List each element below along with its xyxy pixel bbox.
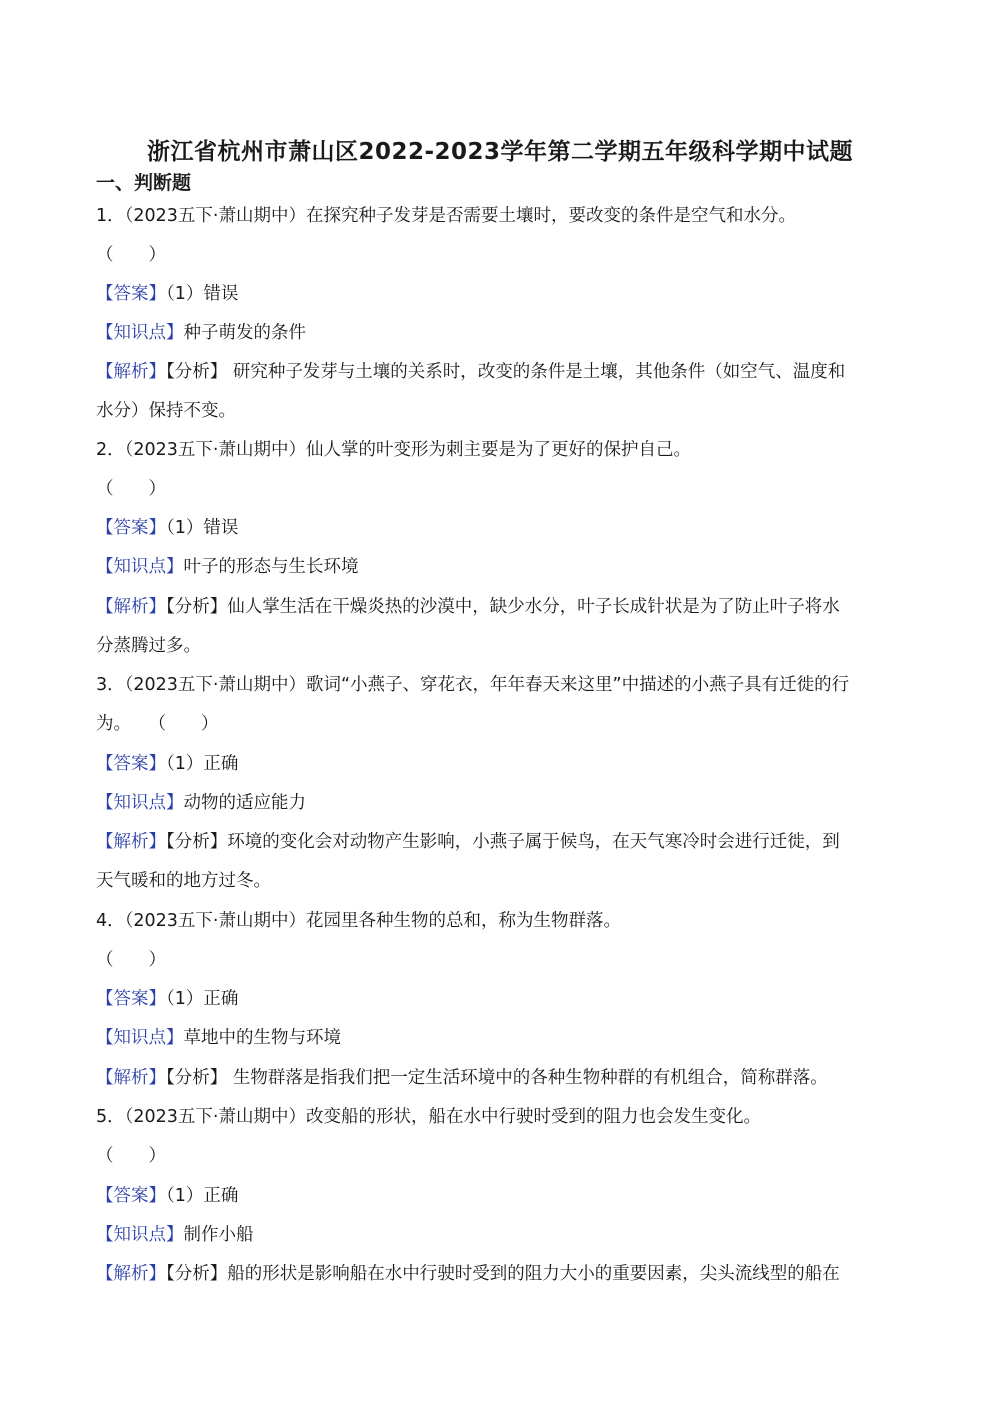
fenxi-label: 【分析】: [166, 362, 228, 382]
question-4-blank: （ ）: [96, 950, 166, 970]
question-2-answer-row: [96, 515, 906, 541]
question-1-analysis-cont: 水分）保持不变。: [96, 401, 236, 421]
analysis-label: 【解析】: [96, 362, 166, 382]
question-3-knowledge: 动物的适应能力: [183, 793, 306, 813]
knowledge-label: 【知识点】: [96, 557, 184, 577]
question-2-knowledge-row: [96, 554, 906, 580]
analysis-label: 【解析】: [96, 597, 166, 617]
knowledge-label: 【知识点】: [96, 1225, 184, 1245]
question-5-knowledge-row: [96, 1222, 906, 1248]
answer-label: 【答案】: [96, 518, 166, 538]
analysis-label: 【解析】: [96, 832, 166, 852]
question-2-analysis-cont: 分蒸腾过多。: [96, 636, 201, 656]
question-4-answer-row: [96, 986, 906, 1012]
knowledge-label: 【知识点】: [96, 323, 184, 343]
question-3-knowledge-row: [96, 790, 906, 816]
answer-label: 【答案】: [96, 284, 166, 304]
question-3-analysis-cont: 天气暖和的地方过冬。: [96, 871, 271, 891]
question-1-answer-row: [96, 281, 906, 307]
question-1-answer: （1）错误: [166, 284, 239, 304]
question-2-stem: 2．（2023五下·萧山期中）仙人掌的叶变形为刺主要是为了更好的保护自己。: [96, 440, 691, 460]
question-4-knowledge-row: [96, 1025, 906, 1051]
question-2-knowledge: 叶子的形态与生长环境: [183, 557, 359, 577]
question-1-analysis-row: [96, 359, 906, 385]
answer-label: 【答案】: [96, 1186, 166, 1206]
section-heading: 一、判断题: [96, 172, 192, 194]
question-4-analysis-row: [96, 1065, 906, 1091]
question-3-blank: 为。 （ ）: [96, 714, 219, 734]
question-5-knowledge: 制作小船: [183, 1225, 254, 1245]
question-3-analysis-row: [96, 829, 906, 855]
knowledge-label: 【知识点】: [96, 1028, 184, 1048]
question-2-analysis: 仙人掌生活在干燥炎热的沙漠中，缺少水分，叶子长成针状是为了防止叶子将水: [227, 597, 840, 617]
question-5-answer-row: [96, 1183, 906, 1209]
fenxi-label: 【分析】: [166, 1264, 228, 1284]
fenxi-label: 【分析】: [166, 1068, 228, 1088]
document-title: 浙江省杭州市萧山区2022-2023学年第二学期五年级科学期中试题: [146, 139, 854, 165]
question-1-stem: 1．（2023五下·萧山期中）在探究种子发芽是否需要土壤时，要改变的条件是空气和水分。: [96, 206, 796, 226]
question-5-analysis: 船的形状是影响船在水中行驶时受到的阻力大小的重要因素，尖头流线型的船在: [227, 1264, 840, 1284]
fenxi-label: 【分析】: [166, 832, 228, 852]
question-1-blank: （ ）: [96, 245, 166, 265]
question-2-analysis-row: [96, 594, 906, 620]
question-2-blank: （ ）: [96, 479, 166, 499]
question-5-stem: 5．（2023五下·萧山期中）改变船的形状，船在水中行驶时受到的阻力也会发生变化。: [96, 1107, 761, 1127]
question-4-knowledge: 草地中的生物与环境: [183, 1028, 341, 1048]
question-1-analysis: 研究种子发芽与土壤的关系时，改变的条件是土壤，其他条件（如空气、温度和: [227, 362, 846, 382]
question-4-analysis: 生物群落是指我们把一定生活环境中的各种生物种群的有机组合，简称群落。: [227, 1068, 828, 1088]
question-3-answer-row: [96, 751, 906, 777]
question-5-answer: （1）正确: [166, 1186, 239, 1206]
question-4-stem: 4．（2023五下·萧山期中）花园里各种生物的总和，称为生物群落。: [96, 911, 621, 931]
question-1-knowledge: 种子萌发的条件: [183, 323, 306, 343]
question-5-analysis-row: [96, 1261, 906, 1287]
answer-label: 【答案】: [96, 754, 166, 774]
fenxi-label: 【分析】: [166, 597, 228, 617]
question-3-analysis: 环境的变化会对动物产生影响，小燕子属于候鸟，在天气寒冷时会进行迁徙，到: [227, 832, 840, 852]
question-3-stem: 3．（2023五下·萧山期中）歌词“小燕子、穿花衣，年年春天来这里”中描述的小燕子具有迁徙的行: [96, 675, 850, 695]
question-4-answer: （1）正确: [166, 989, 239, 1009]
knowledge-label: 【知识点】: [96, 793, 184, 813]
question-1-knowledge-row: [96, 320, 906, 346]
analysis-label: 【解析】: [96, 1264, 166, 1284]
question-3-answer: （1）正确: [166, 754, 239, 774]
answer-label: 【答案】: [96, 989, 166, 1009]
question-2-answer: （1）错误: [166, 518, 239, 538]
analysis-label: 【解析】: [96, 1068, 166, 1088]
question-5-blank: （ ）: [96, 1146, 166, 1166]
